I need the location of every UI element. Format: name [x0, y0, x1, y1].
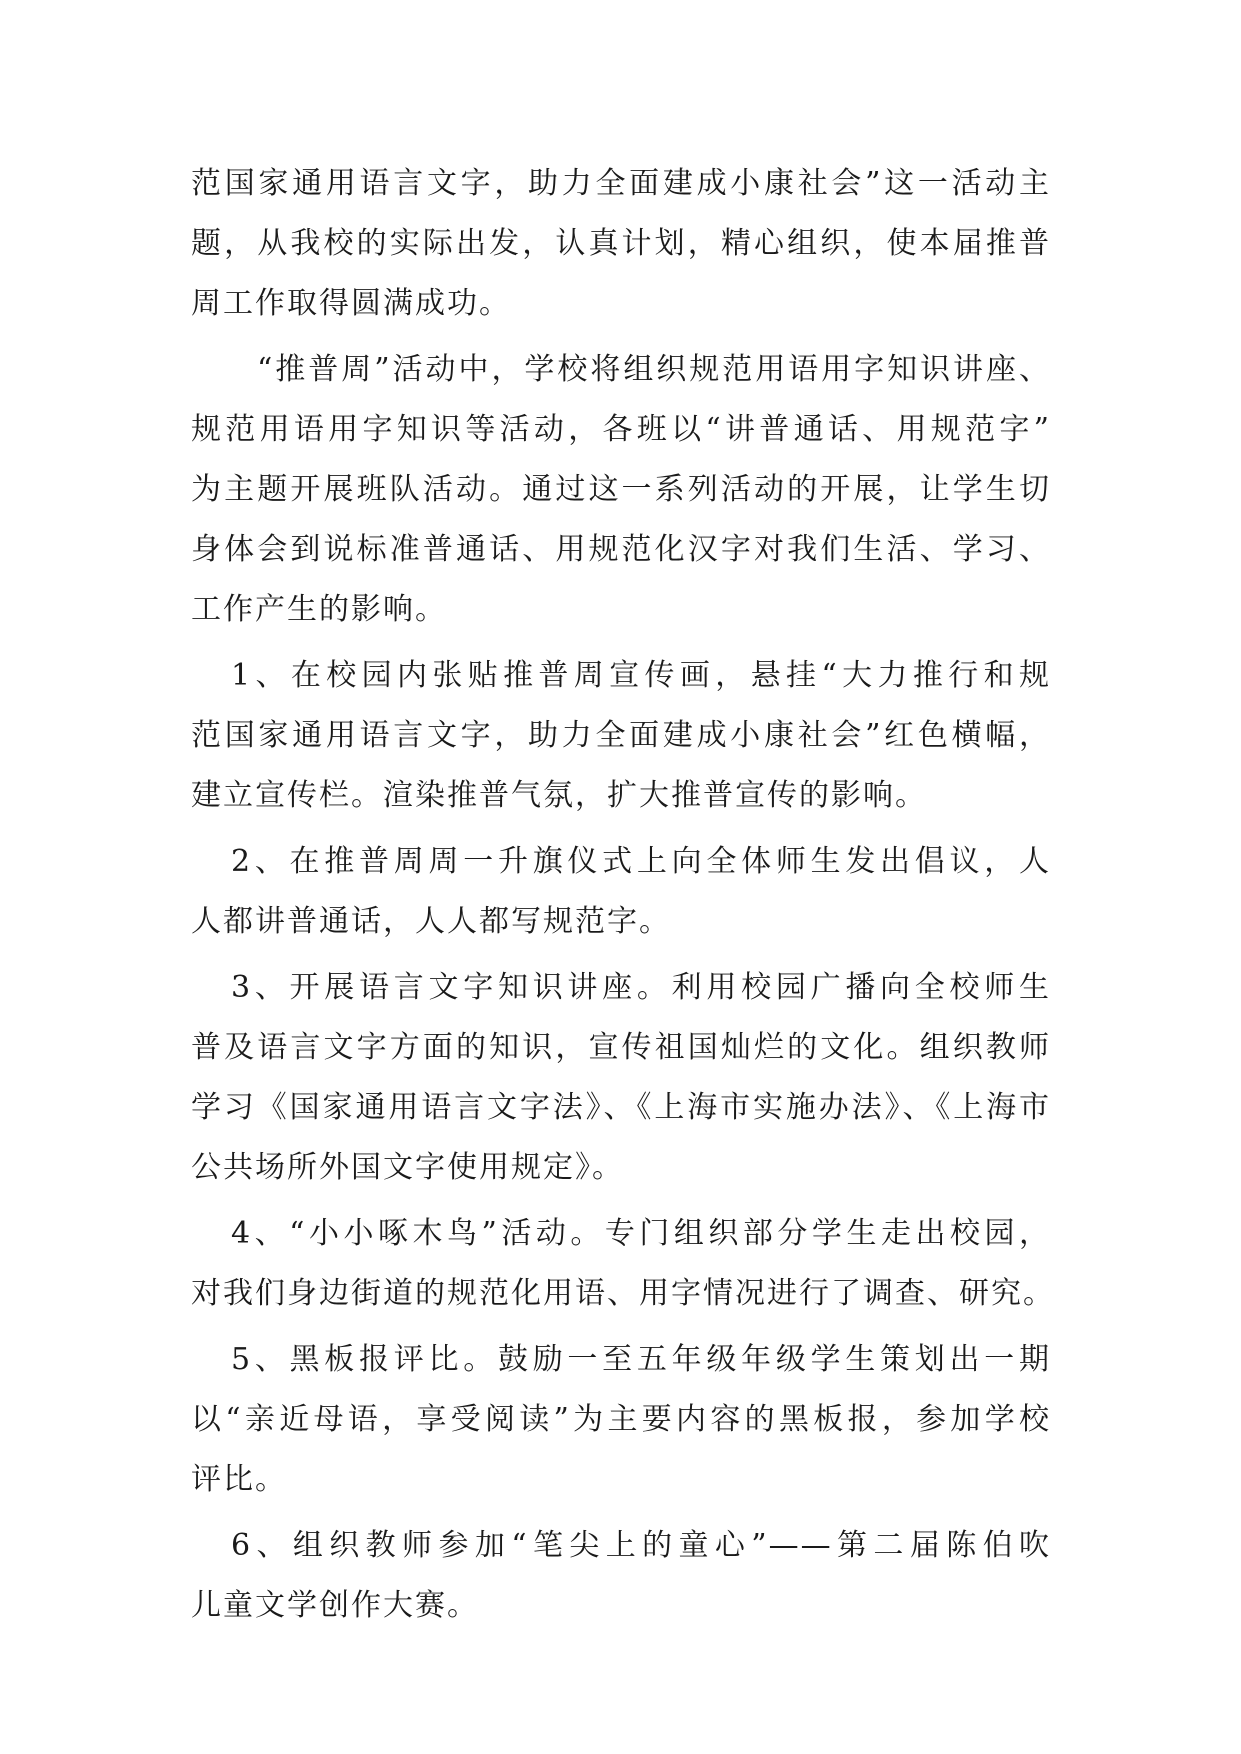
paragraph [191, 1516, 1051, 1636]
text-line: 范国家通用语言文字，助力全面建成小康社会”这一活动主 [191, 166, 1051, 201]
text-line: 公共场所外国文字使用规定》。 [191, 1150, 624, 1185]
text-line: 对我们身边街道的规范化用语、用字情况进行了调查、研究。 [191, 1276, 1055, 1311]
paragraph [191, 1330, 1051, 1510]
text-line: 建立宣传栏。渲染推普气氛，扩大推普宣传的影响。 [191, 778, 927, 813]
text-line: 人都讲普通话，人人都写规范字。 [191, 904, 671, 939]
text-line: 以“亲近母语，享受阅读”为主要内容的黑板报，参加学校 [191, 1402, 1051, 1437]
text-line: 6、组织教师参加“笔尖上的童心”——第二届陈伯吹 [231, 1528, 1051, 1563]
text-line: “推普周”活动中，学校将组织规范用语用字知识讲座、 [257, 352, 1051, 387]
paragraph [191, 154, 1051, 334]
text-line: 题，从我校的实际出发，认真计划，精心组织，使本届推普 [191, 226, 1051, 261]
text-line: 1、在校园内张贴推普周宣传画，悬挂“大力推行和规 [231, 658, 1051, 693]
paragraph [191, 340, 1051, 640]
text-line: 周工作取得圆满成功。 [191, 286, 511, 321]
document-body [191, 154, 1055, 1642]
text-line: 4、“小小啄木鸟”活动。专门组织部分学生走出校园， [231, 1216, 1051, 1251]
text-line: 为主题开展班队活动。通过这一系列活动的开展，让学生切 [191, 472, 1051, 507]
text-line: 3、开展语言文字知识讲座。利用校园广播向全校师生 [231, 970, 1051, 1005]
paragraph [191, 832, 1051, 952]
paragraph [191, 646, 1051, 826]
paragraph [191, 1204, 1055, 1324]
text-line: 儿童文学创作大赛。 [191, 1588, 479, 1623]
text-line: 身体会到说标准普通话、用规范化汉字对我们生活、学习、 [191, 532, 1051, 567]
text-line: 学习《国家通用语言文字法》、《上海市实施办法》、《上海市 [191, 1090, 1051, 1125]
text-line: 2、在推普周周一升旗仪式上向全体师生发出倡议，人 [231, 844, 1051, 879]
text-line: 5、黑板报评比。鼓励一至五年级年级学生策划出一期 [231, 1342, 1051, 1377]
text-line: 范国家通用语言文字，助力全面建成小康社会”红色横幅， [191, 718, 1051, 753]
text-line: 工作产生的影响。 [191, 592, 447, 627]
text-line: 规范用语用字知识等活动，各班以“讲普通话、用规范字” [191, 412, 1051, 447]
text-line: 普及语言文字方面的知识，宣传祖国灿烂的文化。组织教师 [191, 1030, 1051, 1065]
paragraph [191, 958, 1051, 1198]
text-line: 评比。 [191, 1462, 287, 1497]
